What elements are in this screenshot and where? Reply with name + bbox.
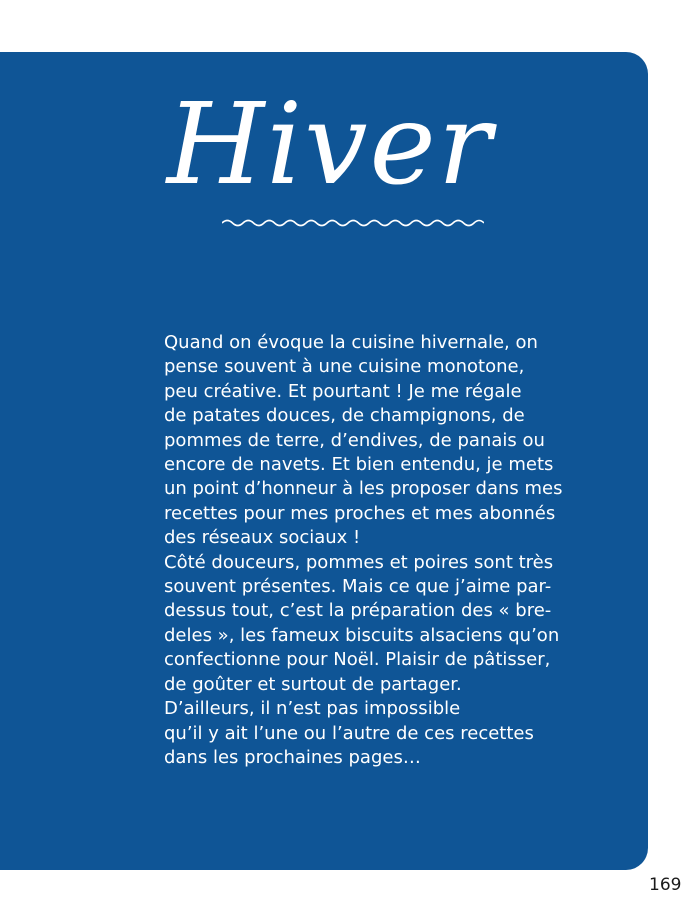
- page-number: 169: [649, 875, 682, 895]
- text-line: pense souvent à une cuisine monotone,: [164, 356, 525, 378]
- text-line: dans les prochaines pages…: [164, 746, 421, 768]
- text-line: Quand on évoque la cuisine hivernale, on: [164, 332, 538, 353]
- text-line: dessus tout, c’est la préparation des « bre-: [164, 600, 552, 622]
- text-line: qu’il y ait l’une ou l’autre de ces recettes: [164, 722, 534, 744]
- text-line: de patates douces, de champignons, de: [164, 405, 525, 427]
- text-line: un point d’honneur à les proposer dans mes: [164, 478, 563, 500]
- text-line: pommes de terre, d’endives, de panais ou: [164, 429, 545, 451]
- page-title: Hiver: [166, 80, 494, 210]
- text-line: des réseaux sociaux !: [164, 527, 361, 549]
- wave-divider: [222, 218, 484, 228]
- text-line: de goûter et surtout de partager.: [164, 673, 462, 695]
- text-line: peu créative. Et pourtant ! Je me régale: [164, 380, 522, 402]
- text-line: souvent présentes. Mais ce que j’aime par-: [164, 576, 552, 598]
- text-line: D’ailleurs, il n’est pas impossible: [164, 698, 461, 720]
- text-line: encore de navets. Et bien entendu, je mets: [164, 454, 554, 476]
- text-line: recettes pour mes proches et mes abonnés: [164, 502, 556, 524]
- text-line: confectionne pour Noël. Plaisir de pâtisser,: [164, 649, 551, 671]
- intro-paragraph: [164, 331, 564, 770]
- text-line: deles », les fameux biscuits alsaciens qu’on: [164, 624, 560, 646]
- text-line: Côté douceurs, pommes et poires sont très: [164, 551, 554, 573]
